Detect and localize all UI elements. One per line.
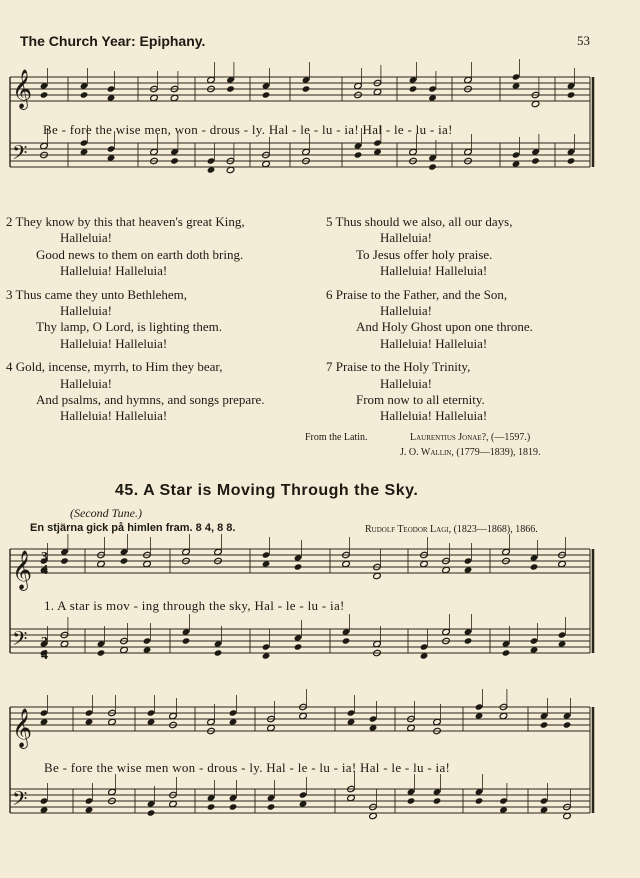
svg-text:𝄢: 𝄢 [12,141,28,169]
tune-name: En stjärna gick på himlen fram. 8 4, 8 8. [30,522,236,534]
hymn45-title: 45. A Star is Moving Through the Sky. [115,482,419,499]
verses-left-column [6,214,326,425]
hymn44-lyrics-line: Be - fore the wise men, won - drous - ly. Hal - le - lu - ia! Hal - le - lu - ia! [43,122,453,137]
page-number: 53 [577,33,590,48]
verse-4: 4 Gold, incense, myrrh, to Him they bear, Halleluia! And psalms, and hymns, and songs prepare. Halleluia! Halleluia! [6,359,265,424]
verse-6: 6 Praise to the Father, and the Son, Halleluia! And Holy Ghost upon one throne. Halleluia! Halleluia! [326,286,533,351]
svg-text:𝄞: 𝄞 [12,550,33,590]
svg-text:𝄢: 𝄢 [12,787,28,815]
svg-text:𝄞: 𝄞 [12,69,33,109]
composer-credit: Rudolf Teodor Lagi, (1823—1868), 1866. [365,524,538,535]
verse-7: 7 Praise to the Holy Trinity, Halleluia! From now to all eternity. Halleluia! Halleluia! [326,359,488,424]
time-signature-bass: 3 4 [41,635,48,663]
verses-right-column [326,214,626,425]
running-header: The Church Year: Epiphany. [20,33,206,49]
verse-5: 5 Thus should we also, all our days, Halleluia! To Jesus offer holy praise. Halleluia! Halleluia! [326,214,513,279]
credit-author-1: Laurentius Jonae?, (—1597.) [410,432,531,443]
verse-2: 2 They know by this that heaven's great King, Halleluia! Good news to them on earth doth bring. Halleluia! Halleluia! [6,214,245,279]
hymn45-lyrics-line-2: Be - fore the wise men won - drous - ly. Hal - le - lu - ia! Hal - le - lu - ia! [44,760,451,775]
verse-3: 3 Thus came they unto Bethlehem, Halleluia! Thy lamp, O Lord, is lighting them. Halleluia! Halleluia! [6,286,222,351]
svg-text:𝄢: 𝄢 [12,627,28,655]
time-signature-treble: 3 4 [41,550,48,578]
credit-author-2: J. O. Wallin, (1779—1839), 1819. [400,447,541,458]
second-tune-label: (Second Tune.) [70,506,142,520]
hymn45-lyrics-line-1: 1. A star is mov - ing through the sky, Hal - le - lu - ia! [44,598,345,613]
credit-source: From the Latin. [305,432,368,443]
svg-text:𝄞: 𝄞 [12,708,33,748]
